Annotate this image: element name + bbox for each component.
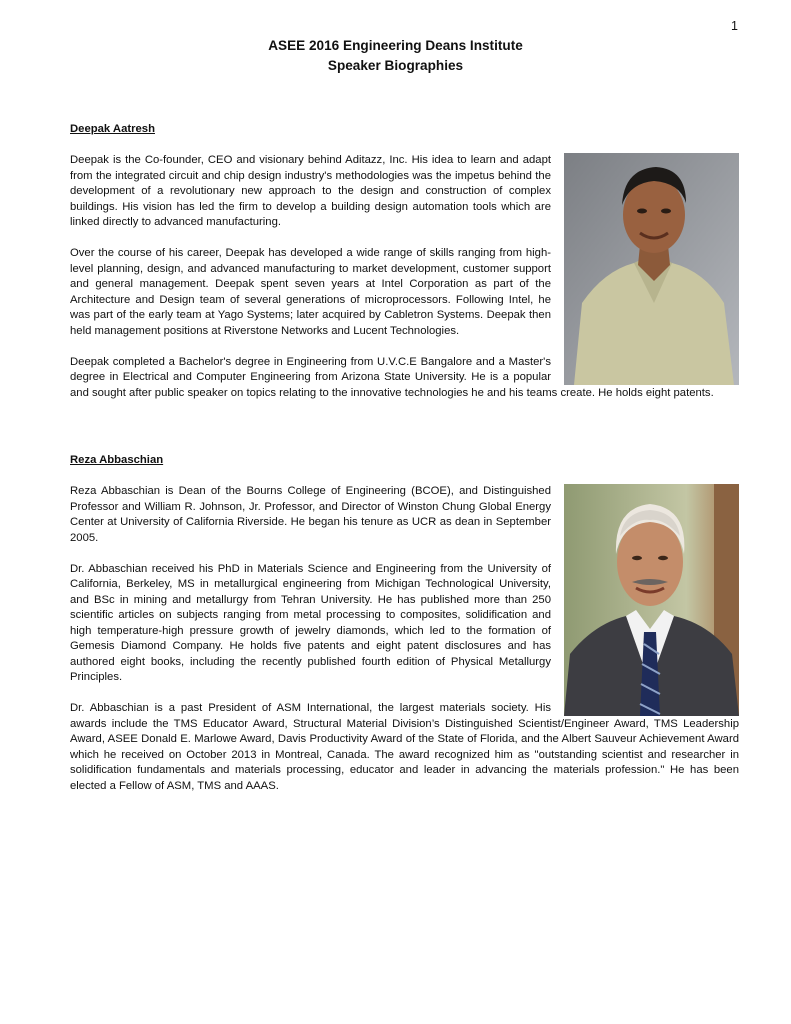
speaker-photo-aatresh [564,153,739,385]
bio-paragraph: Dr. Abbaschian is a past President of ASM International, the largest materials society. His awards include the TMS Educator Award, Structural Material Division’s Distinguished Scientist/Engineer Award, TMS Leadership Award, ASEE Donald E. Marlowe Award, Davis Productivity Award of the State of Florida, and the Albert Sauveur Achievement Award which he received on October 2013 in Montreal, Canada. The award recognized him as "outstanding scientist and researcher in solidification fundamentals and materials processing, educator and leader in advancing the materials profession." He has been elected a Fellow of ASM, TMS and AAAS. [70,702,739,792]
bio-paragraph: Deepak completed a Bachelor's degree in Engineering from U.V.C.E Bangalore and a Master's degree in Electrical and Computer Engineering from Arizona State University. He is a popular and sought after public speaker on topics relating to the innovative technologies he and his teams create. He holds eight patents. [70,355,714,399]
portrait-image [564,484,739,716]
portrait-image [564,153,739,385]
speaker-bio-aatresh [70,122,739,417]
bio-paragraph: Reza Abbaschian is Dean of the Bourns College of Engineering (BCOE), and Distinguished Professor and William R. Johnson, Jr. Professor, and Director of Winston Chung Global Energy Center at University of California Riverside. He began his tenure as UCR as dean in September 2005. [70,485,551,544]
page-number: 1 [731,19,738,33]
bio-paragraph: Dr. Abbaschian received his PhD in Materials Science and Engineering from the University of California, Berkeley, MS in metallurgical engineering from Michigan Technological University, and BSc in mining and metallurgy from Tehran University. He has published more than 250 scientific articles on subjects ranging from metal processing to composites, solidification and high temperature-high pressure growth of jewelry diamonds, which led to the formation of Gemesis Diamond Company. He holds five patents and eight patent disclosures and has authored eight books, including the recently published fourth edition of Physical Metallurgy Principles. [70,562,551,683]
document-title [0,36,791,75]
speaker-bio-abbaschian [70,453,739,810]
bio-paragraph: Deepak is the Co-founder, CEO and visionary behind Aditazz, Inc. His idea to learn and adapt from the integrated circuit and chip design industry's methodologies was the impetus behind the development of a revolutionary new approach to the design and construction of complex buildings. His vision has led the firm to develop a building design automation tools which are linked directly to advanced manufacturing. [70,154,551,228]
speaker-name: Reza Abbaschian [70,454,164,466]
speaker-photo-abbaschian [564,484,739,716]
title-line-2: Speaker Biographies [327,57,464,73]
title-line-1: ASEE 2016 Engineering Deans Institute [268,38,523,53]
bio-paragraph: Over the course of his career, Deepak has developed a wide range of skills ranging from high-level planning, design, and advanced manufacturing to market development, customer support and general management. Deepak spent seven years at Intel Corporation as part of the Architecture and Design team of several generations of microprocessors. Following Intel, he was part of the early team at Yago Systems; later acquired by Cabletron Systems. Deepak then held management positions at Riverstone Networks and Lucent Technologies. [70,247,551,337]
speaker-name: Deepak Aatresh [70,123,155,135]
